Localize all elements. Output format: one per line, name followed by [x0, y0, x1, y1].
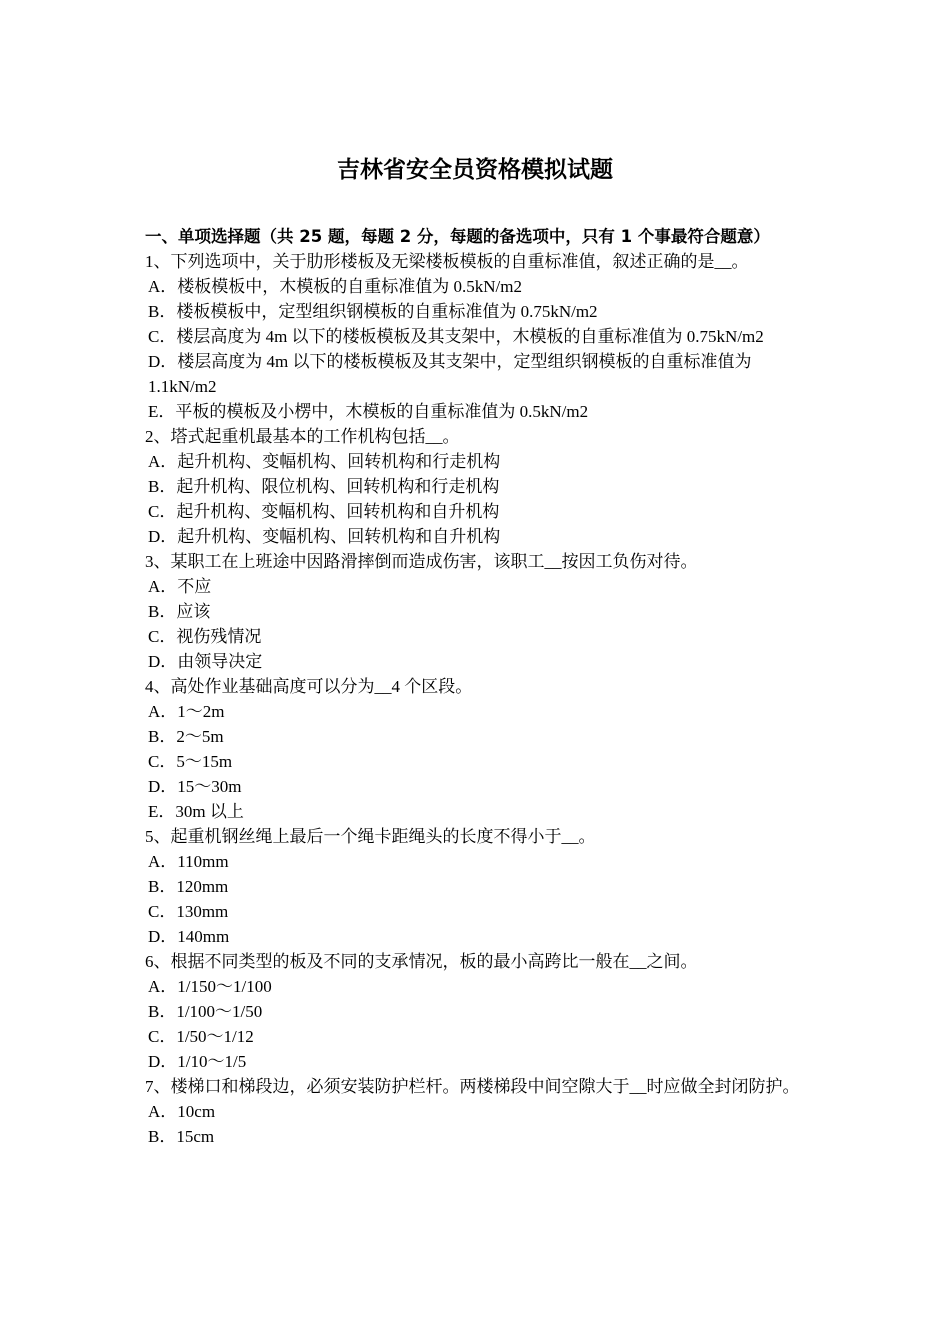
- document-body: [145, 224, 815, 1149]
- question-stem: 4、高处作业基础高度可以分为__4 个区段。: [145, 677, 473, 696]
- option-a: A．10cm: [148, 1102, 216, 1121]
- option-b: B．15cm: [148, 1127, 215, 1146]
- option-d: D．1/10～1/5: [148, 1052, 247, 1071]
- question-3: [145, 549, 815, 674]
- option-a: A．楼板模板中，木模板的自重标准值为 0.5kN/m2: [148, 277, 522, 296]
- option-d: D．由领导决定: [148, 652, 263, 671]
- option-b: B．1/100～1/50: [148, 1002, 263, 1021]
- question-5: [145, 824, 815, 949]
- question-4: [145, 674, 815, 824]
- option-e: E．30m 以上: [148, 802, 244, 821]
- option-c: C．起升机构、变幅机构、回转机构和自升机构: [148, 502, 500, 521]
- option-b: B．楼板模板中，定型组织钢模板的自重标准值为 0.75kN/m2: [148, 302, 598, 321]
- option-d: D．楼层高度为 4m 以下的楼板模板及其支架中，定型组织钢模板的自重标准值为 1.1kN/m2: [148, 352, 752, 396]
- option-b: B．起升机构、限位机构、回转机构和行走机构: [148, 477, 500, 496]
- section-heading: 一、单项选择题（共 25 题，每题 2 分，每题的备选项中，只有 1 个事最符合题意）: [145, 227, 770, 246]
- question-stem: 7、楼梯口和梯段边，必须安装防护栏杆。两楼梯段中间空隙大于__时应做全封闭防护。: [145, 1077, 800, 1096]
- question-stem: 3、某职工在上班途中因路滑摔倒而造成伤害，该职工__按因工负伤对待。: [145, 552, 698, 571]
- option-c: C．130mm: [148, 902, 229, 921]
- option-a: A．110mm: [148, 852, 229, 871]
- question-1: [145, 249, 815, 424]
- option-b: B．应该: [148, 602, 211, 621]
- question-stem: 6、根据不同类型的板及不同的支承情况，板的最小高跨比一般在__之间。: [145, 952, 698, 971]
- option-b: B．120mm: [148, 877, 229, 896]
- question-stem: 2、塔式起重机最基本的工作机构包括__。: [145, 427, 460, 446]
- question-2: [145, 424, 815, 549]
- question-stem: 1、下列选项中，关于肋形楼板及无梁楼板模板的自重标准值，叙述正确的是__。: [145, 252, 749, 271]
- option-a: A．起升机构、变幅机构、回转机构和行走机构: [148, 452, 501, 471]
- option-c: C．1/50～1/12: [148, 1027, 254, 1046]
- option-a: A．不应: [148, 577, 212, 596]
- option-a: A．1～2m: [148, 702, 225, 721]
- question-6: [145, 949, 815, 1074]
- option-d: D．15～30m: [148, 777, 242, 796]
- option-b: B．2～5m: [148, 727, 224, 746]
- option-c: C．5～15m: [148, 752, 233, 771]
- document-title: 吉林省安全员资格模拟试题: [337, 157, 613, 183]
- option-c: C．楼层高度为 4m 以下的楼板模板及其支架中，木模板的自重标准值为 0.75kN/m2: [148, 327, 764, 346]
- option-e: E．平板的模板及小楞中，木模板的自重标准值为 0.5kN/m2: [148, 402, 589, 421]
- question-7: [145, 1074, 815, 1149]
- option-c: C．视伤残情况: [148, 627, 262, 646]
- option-d: D．140mm: [148, 927, 230, 946]
- question-stem: 5、起重机钢丝绳上最后一个绳卡距绳头的长度不得小于__。: [145, 827, 596, 846]
- option-a: A．1/150～1/100: [148, 977, 272, 996]
- option-d: D．起升机构、变幅机构、回转机构和自升机构: [148, 527, 501, 546]
